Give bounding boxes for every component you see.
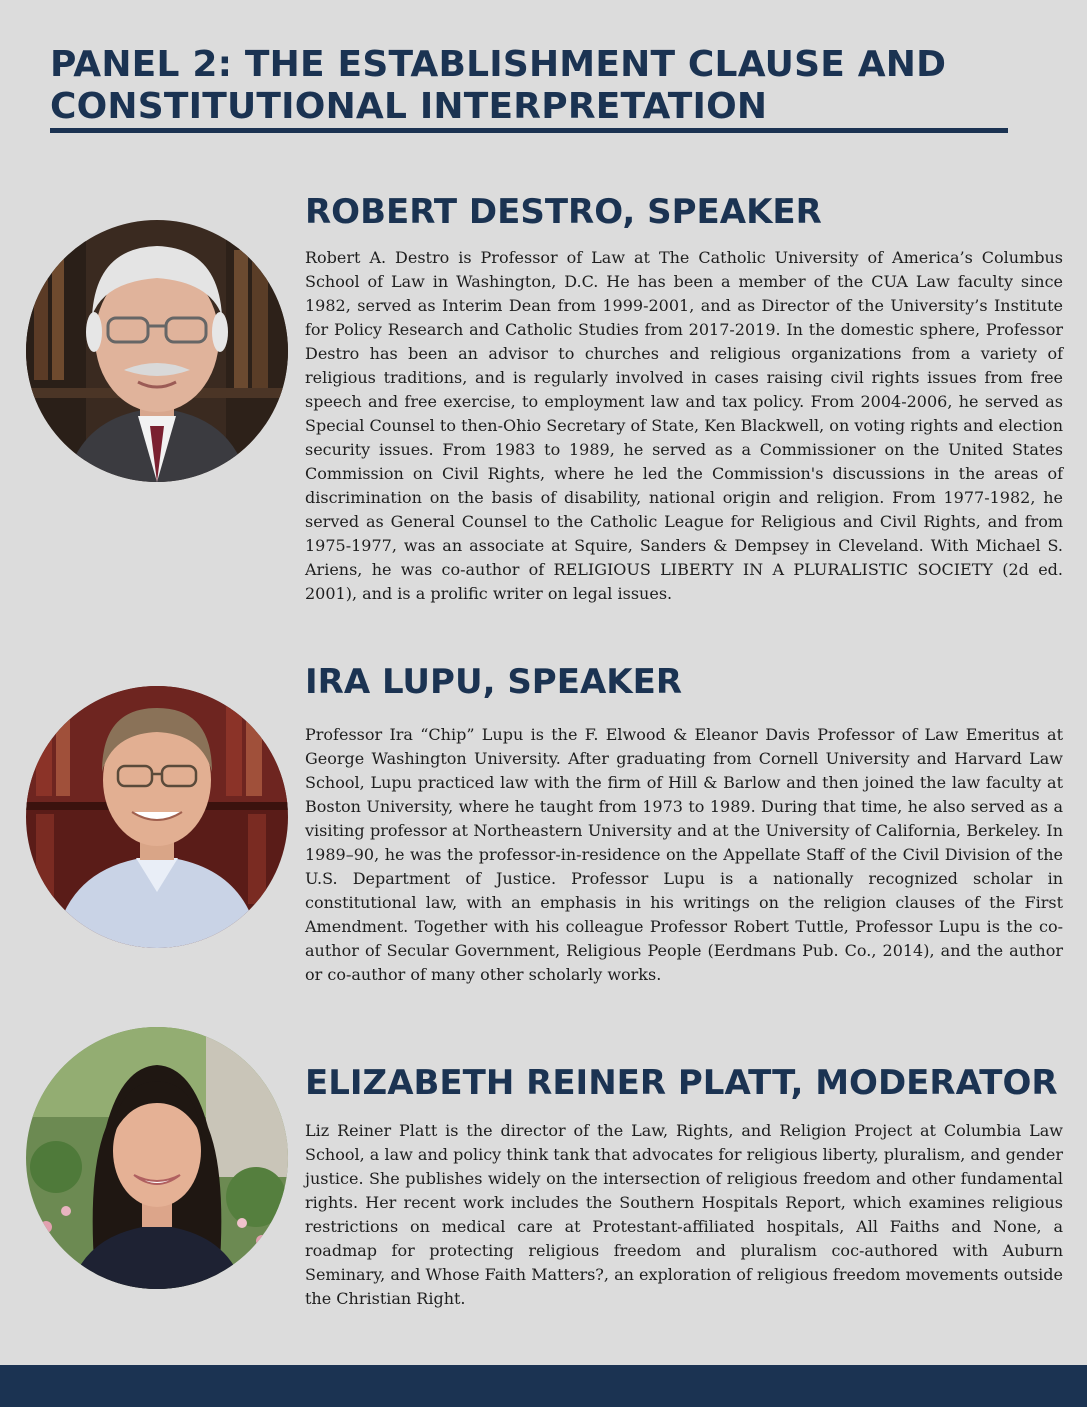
speaker-bio-ira-lupu: Professor Ira “Chip” Lupu is the F. Elwood & Eleanor Davis Professor of Law Emeritus at George Washington University. After graduating from Cornell University and Harvard Law School, Lupu practiced law with the firm of Hill & Barlow and then joined the law faculty at Boston University, where he taught from 1973 to 1989. During that time, he also served as a visiting professor at Northeastern University and at the University of California, Berkeley. In 1989–90, he was the professor-in-residence on the Appellate Staff of the Civil Division of the U.S. Department of Justice. Professor Lupu is a nationally recognized scholar in constitutional law, with an emphasis in his writings on the religion clauses of the First Amendment. Together with his colleague Professor Robert Tuttle, Professor Lupu is the co-author of Secular Government, Religious People (Eerdmans Pub. Co., 2014), and the author or co-author of many other scholarly works. xyxy=(305,725,1063,984)
speaker-photo-robert-destro xyxy=(26,220,288,482)
speaker-photo-elizabeth-reiner-platt xyxy=(26,1027,288,1289)
speaker-bio-elizabeth-reiner-platt: Liz Reiner Platt is the director of the Law, Rights, and Religion Project at Columbia Law School, a law and policy think tank that advocates for religious liberty, pluralism, and gender justice. She publishes widely on the intersection of religious freedom and other fundamental rights. Her recent work includes the Southern Hospitals Report, which examines religious restrictions on medical care at Protestant-affiliated hospitals, All Faiths and None, a roadmap for protecting religious freedom and pluralism coc-authored with Auburn Seminary, and Whose Faith Matters?, an exploration of religious freedom movements outside the Christian Right. xyxy=(305,1121,1063,1308)
speaker-name-elizabeth-reiner-platt: ELIZABETH REINER PLATT, MODERATOR xyxy=(305,1063,1058,1103)
title-underline xyxy=(50,128,1008,133)
speaker-photo-ira-lupu xyxy=(26,686,288,948)
footer-bar xyxy=(0,1365,1087,1407)
speaker-name-ira-lupu: IRA LUPU, SPEAKER xyxy=(305,662,683,702)
speaker-name-robert-destro: ROBERT DESTRO, SPEAKER xyxy=(305,192,822,232)
speaker-bio-robert-destro: Robert A. Destro is Professor of Law at The Catholic University of America’s Columbus School of Law in Washington, D.C. He has been a member of the CUA Law faculty since 1982, served as Interim Dean from 1999-2001, and as Director of the University’s Institute for Policy Research and Catholic Studies from 2017-2019. In the domestic sphere, Professor Destro has been an advisor to churches and religious organizations from a variety of religious traditions, and is regularly involved in cases raising civil rights issues from free speech and free exercise, to employment law and tax policy. From 2004-2006, he served as Special Counsel to then-Ohio Secretary of State, Ken Blackwell, on voting rights and election security issues. From 1983 to 1989, he served as a Commissioner on the United States Commission on Civil Rights, where he led the Commission's discussions in the areas of discrimination on the basis of disability, national origin and religion. From 1977-1982, he served as General Counsel to the Catholic League for Religious and Civil Rights, and from 1975-1977, was an associate at Squire, Sanders & Dempsey in Cleveland. With Michael S. Ariens, he was co-author of RELIGIOUS LIBERTY IN A PLURALISTIC SOCIETY (2d ed. 2001), and is a prolific writer on legal issues. xyxy=(305,248,1063,603)
page-title: PANEL 2: THE ESTABLISHMENT CLAUSE AND CONSTITUTIONAL INTERPRETATION xyxy=(50,44,947,127)
